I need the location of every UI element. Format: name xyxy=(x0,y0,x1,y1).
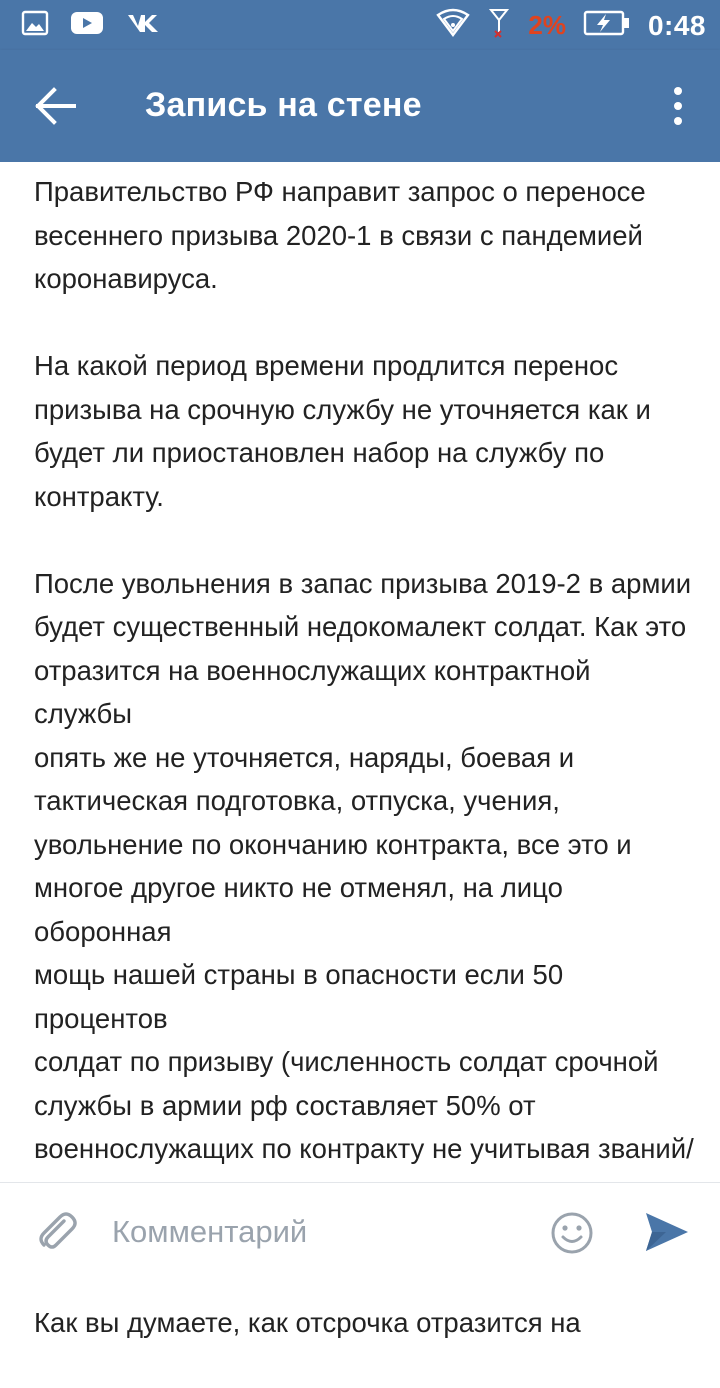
send-icon xyxy=(644,1211,690,1253)
battery-charging-icon xyxy=(584,10,630,41)
back-button[interactable] xyxy=(32,86,80,126)
attach-button[interactable] xyxy=(34,1209,80,1255)
post-content[interactable] xyxy=(0,162,720,1338)
post-paragraph: После увольнения в запас призыва 2019-2 в армии будет существенный недокомалект солдат. Как это отразится на военнослужащих контрактной службы опять же не уточняется, наряды, боевая и тактическая подготовка, отпуска, учения, увольнение по окончанию контракта, все это и многое другое никто не отменял, на лицо оборонная мощь нашей страны в опасности если 50 процентов солдат по призыву (численность солдат срочной службы в армии рф составляет 50% от военнослужащих по контракту не учитывая званий/ xyxy=(34,567,694,1164)
post-paragraph: Как вы думаете, как отсрочка отразится на xyxy=(34,1307,581,1338)
battery-percent: 2% xyxy=(528,10,566,40)
vk-notification-icon xyxy=(126,11,162,40)
overflow-menu-button[interactable] xyxy=(666,84,690,128)
post-paragraph: Правительство РФ направит запрос о переносе весеннего призыва 2020-1 в связи с пандемией коронавируса. xyxy=(34,176,646,294)
status-system xyxy=(436,8,706,43)
gallery-notification-icon xyxy=(22,10,48,41)
arrow-back-icon xyxy=(32,86,80,126)
comment-input[interactable] xyxy=(112,1207,532,1257)
comment-bar xyxy=(0,1182,720,1280)
post-paragraph: На какой период времени продлится перенос призыва на срочную службу не уточняется как и будет ли приостановлен набор на службу по контракту. xyxy=(34,350,651,512)
signal-icon xyxy=(488,8,510,43)
page-title: Запись на стене xyxy=(145,86,422,124)
wifi-icon xyxy=(436,9,470,42)
app-bar xyxy=(0,50,720,162)
youtube-notification-icon xyxy=(70,10,104,41)
smiley-icon xyxy=(550,1211,594,1255)
status-notifications xyxy=(22,10,162,41)
emoji-button[interactable] xyxy=(550,1211,594,1255)
send-button[interactable] xyxy=(644,1211,690,1253)
status-bar xyxy=(0,0,720,50)
more-vertical-icon xyxy=(666,84,690,128)
paperclip-icon xyxy=(34,1209,80,1255)
clock: 0:48 xyxy=(647,9,706,41)
